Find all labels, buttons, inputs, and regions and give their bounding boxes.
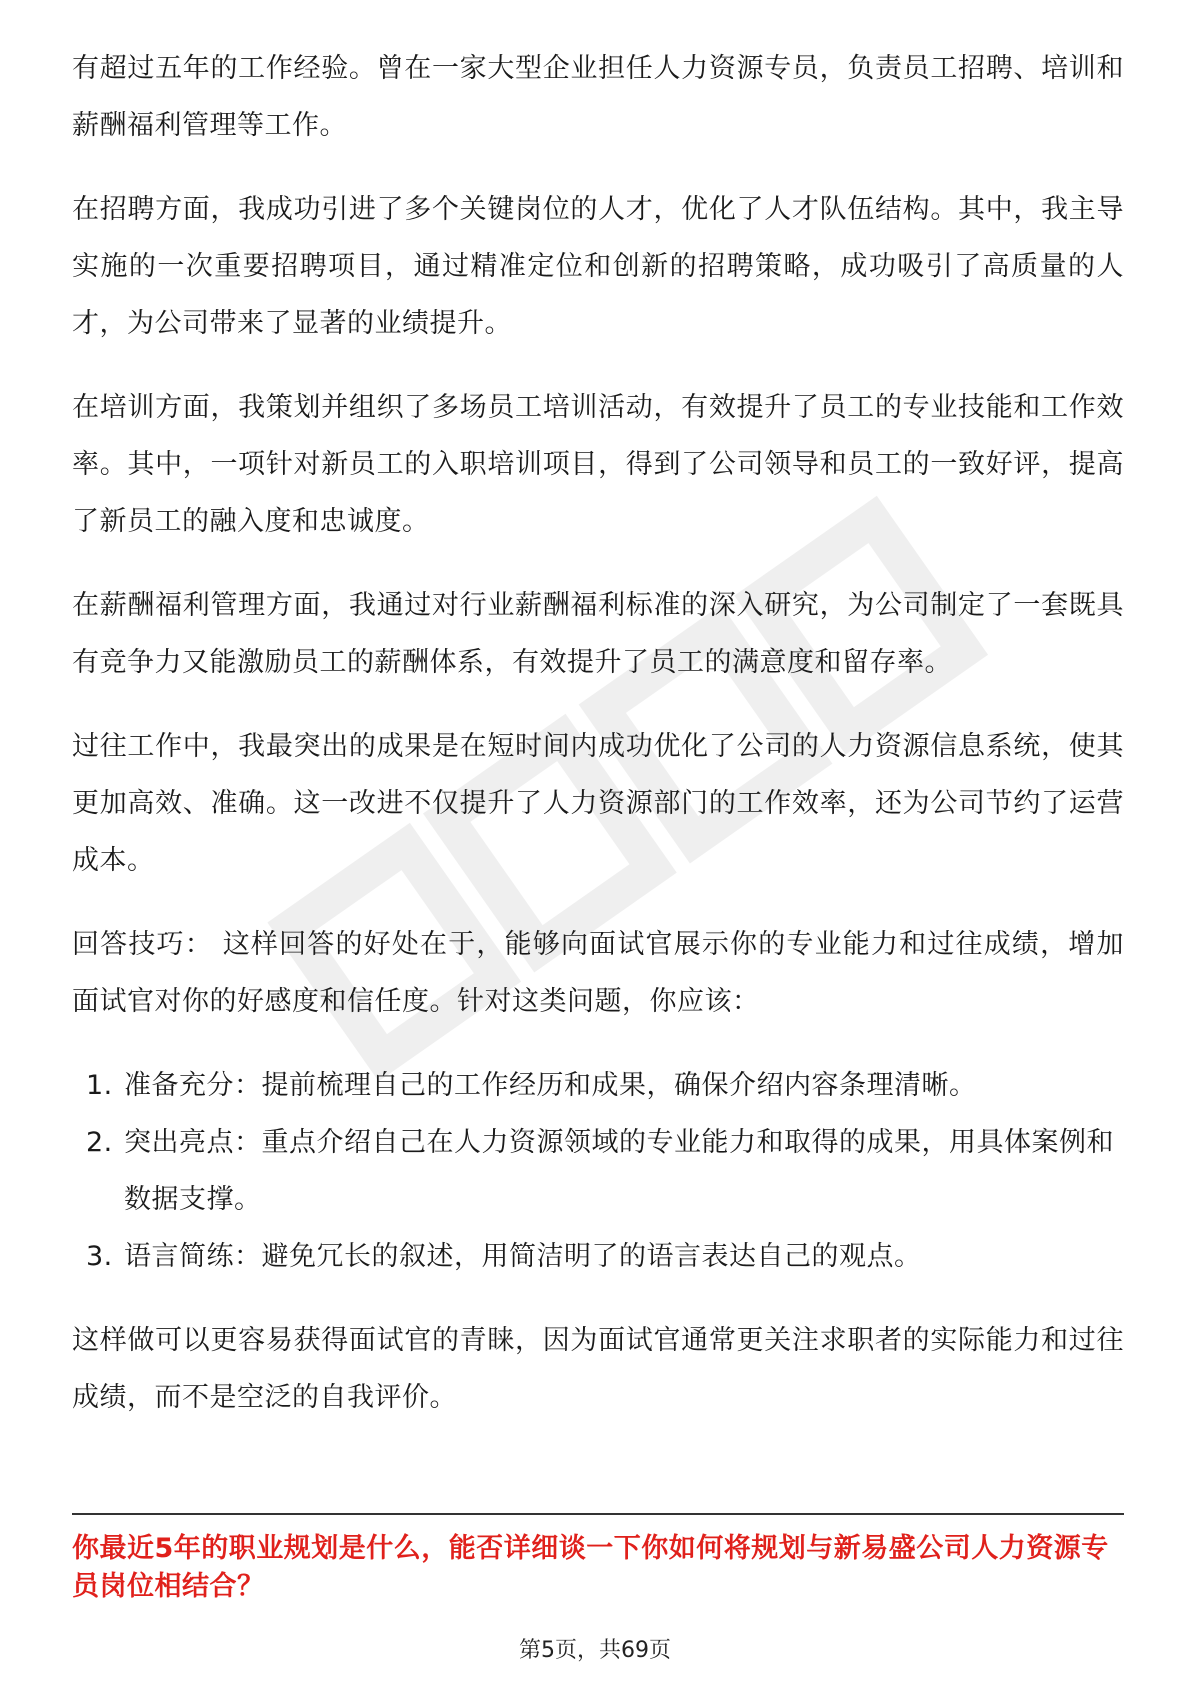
next-question-heading: 你最近5年的职业规划是什么，能否详细谈一下你如何将规划与新易盛公司人力资源专员岗位相结合？ bbox=[72, 1533, 1109, 1602]
list-number: 1. bbox=[86, 1070, 113, 1101]
list-item bbox=[72, 1114, 1124, 1228]
list-item bbox=[72, 1057, 1124, 1114]
list-text: 准备充分：提前梳理自己的工作经历和成果，确保介绍内容条理清晰。 bbox=[124, 1070, 977, 1101]
list-item bbox=[72, 1228, 1124, 1285]
list-text: 突出亮点：重点介绍自己在人力资源领域的专业能力和取得的成果，用具体案例和数据支撑。 bbox=[124, 1127, 1114, 1215]
paragraph-answer-tips: 回答技巧： 这样回答的好处在于，能够向面试官展示你的专业能力和过往成绩，增加面试官对你的好感度和信任度。针对这类问题，你应该： bbox=[72, 929, 1124, 1017]
list-text: 语言简练：避免冗长的叙述，用简洁明了的语言表达自己的观点。 bbox=[124, 1241, 922, 1272]
paragraph-achievement: 过往工作中，我最突出的成果是在短时间内成功优化了公司的人力资源信息系统，使其更加高效、准确。这一改进不仅提升了人力资源部门的工作效率，还为公司节约了运营成本。 bbox=[72, 731, 1124, 876]
tips-list bbox=[72, 1057, 1124, 1285]
paragraph-compensation: 在薪酬福利管理方面，我通过对行业薪酬福利标准的深入研究，为公司制定了一套既具有竞争力又能激励员工的薪酬体系，有效提升了员工的满意度和留存率。 bbox=[72, 590, 1124, 678]
paragraph-closing: 这样做可以更容易获得面试官的青睐，因为面试官通常更关注求职者的实际能力和过往成绩，而不是空泛的自我评价。 bbox=[72, 1325, 1124, 1413]
document-body bbox=[72, 40, 1124, 1453]
page-number-footer: 第5页，共69页 bbox=[519, 1638, 671, 1663]
paragraph-training: 在培训方面，我策划并组织了多场员工培训活动，有效提升了员工的专业技能和工作效率。其中，一项针对新员工的入职培训项目，得到了公司领导和员工的一致好评，提高了新员工的融入度和忠诚度。 bbox=[72, 392, 1124, 537]
list-number: 2. bbox=[86, 1127, 113, 1158]
paragraph-experience: 有超过五年的工作经验。曾在一家大型企业担任人力资源专员，负责员工招聘、培训和薪酬福利管理等工作。 bbox=[72, 53, 1124, 141]
list-number: 3. bbox=[86, 1241, 113, 1272]
paragraph-recruitment: 在招聘方面，我成功引进了多个关键岗位的人才，优化了人才队伍结构。其中，我主导实施的一次重要招聘项目，通过精准定位和创新的招聘策略，成功吸引了高质量的人才，为公司带来了显著的业绩提升。 bbox=[72, 194, 1124, 339]
section-divider bbox=[72, 1513, 1124, 1515]
